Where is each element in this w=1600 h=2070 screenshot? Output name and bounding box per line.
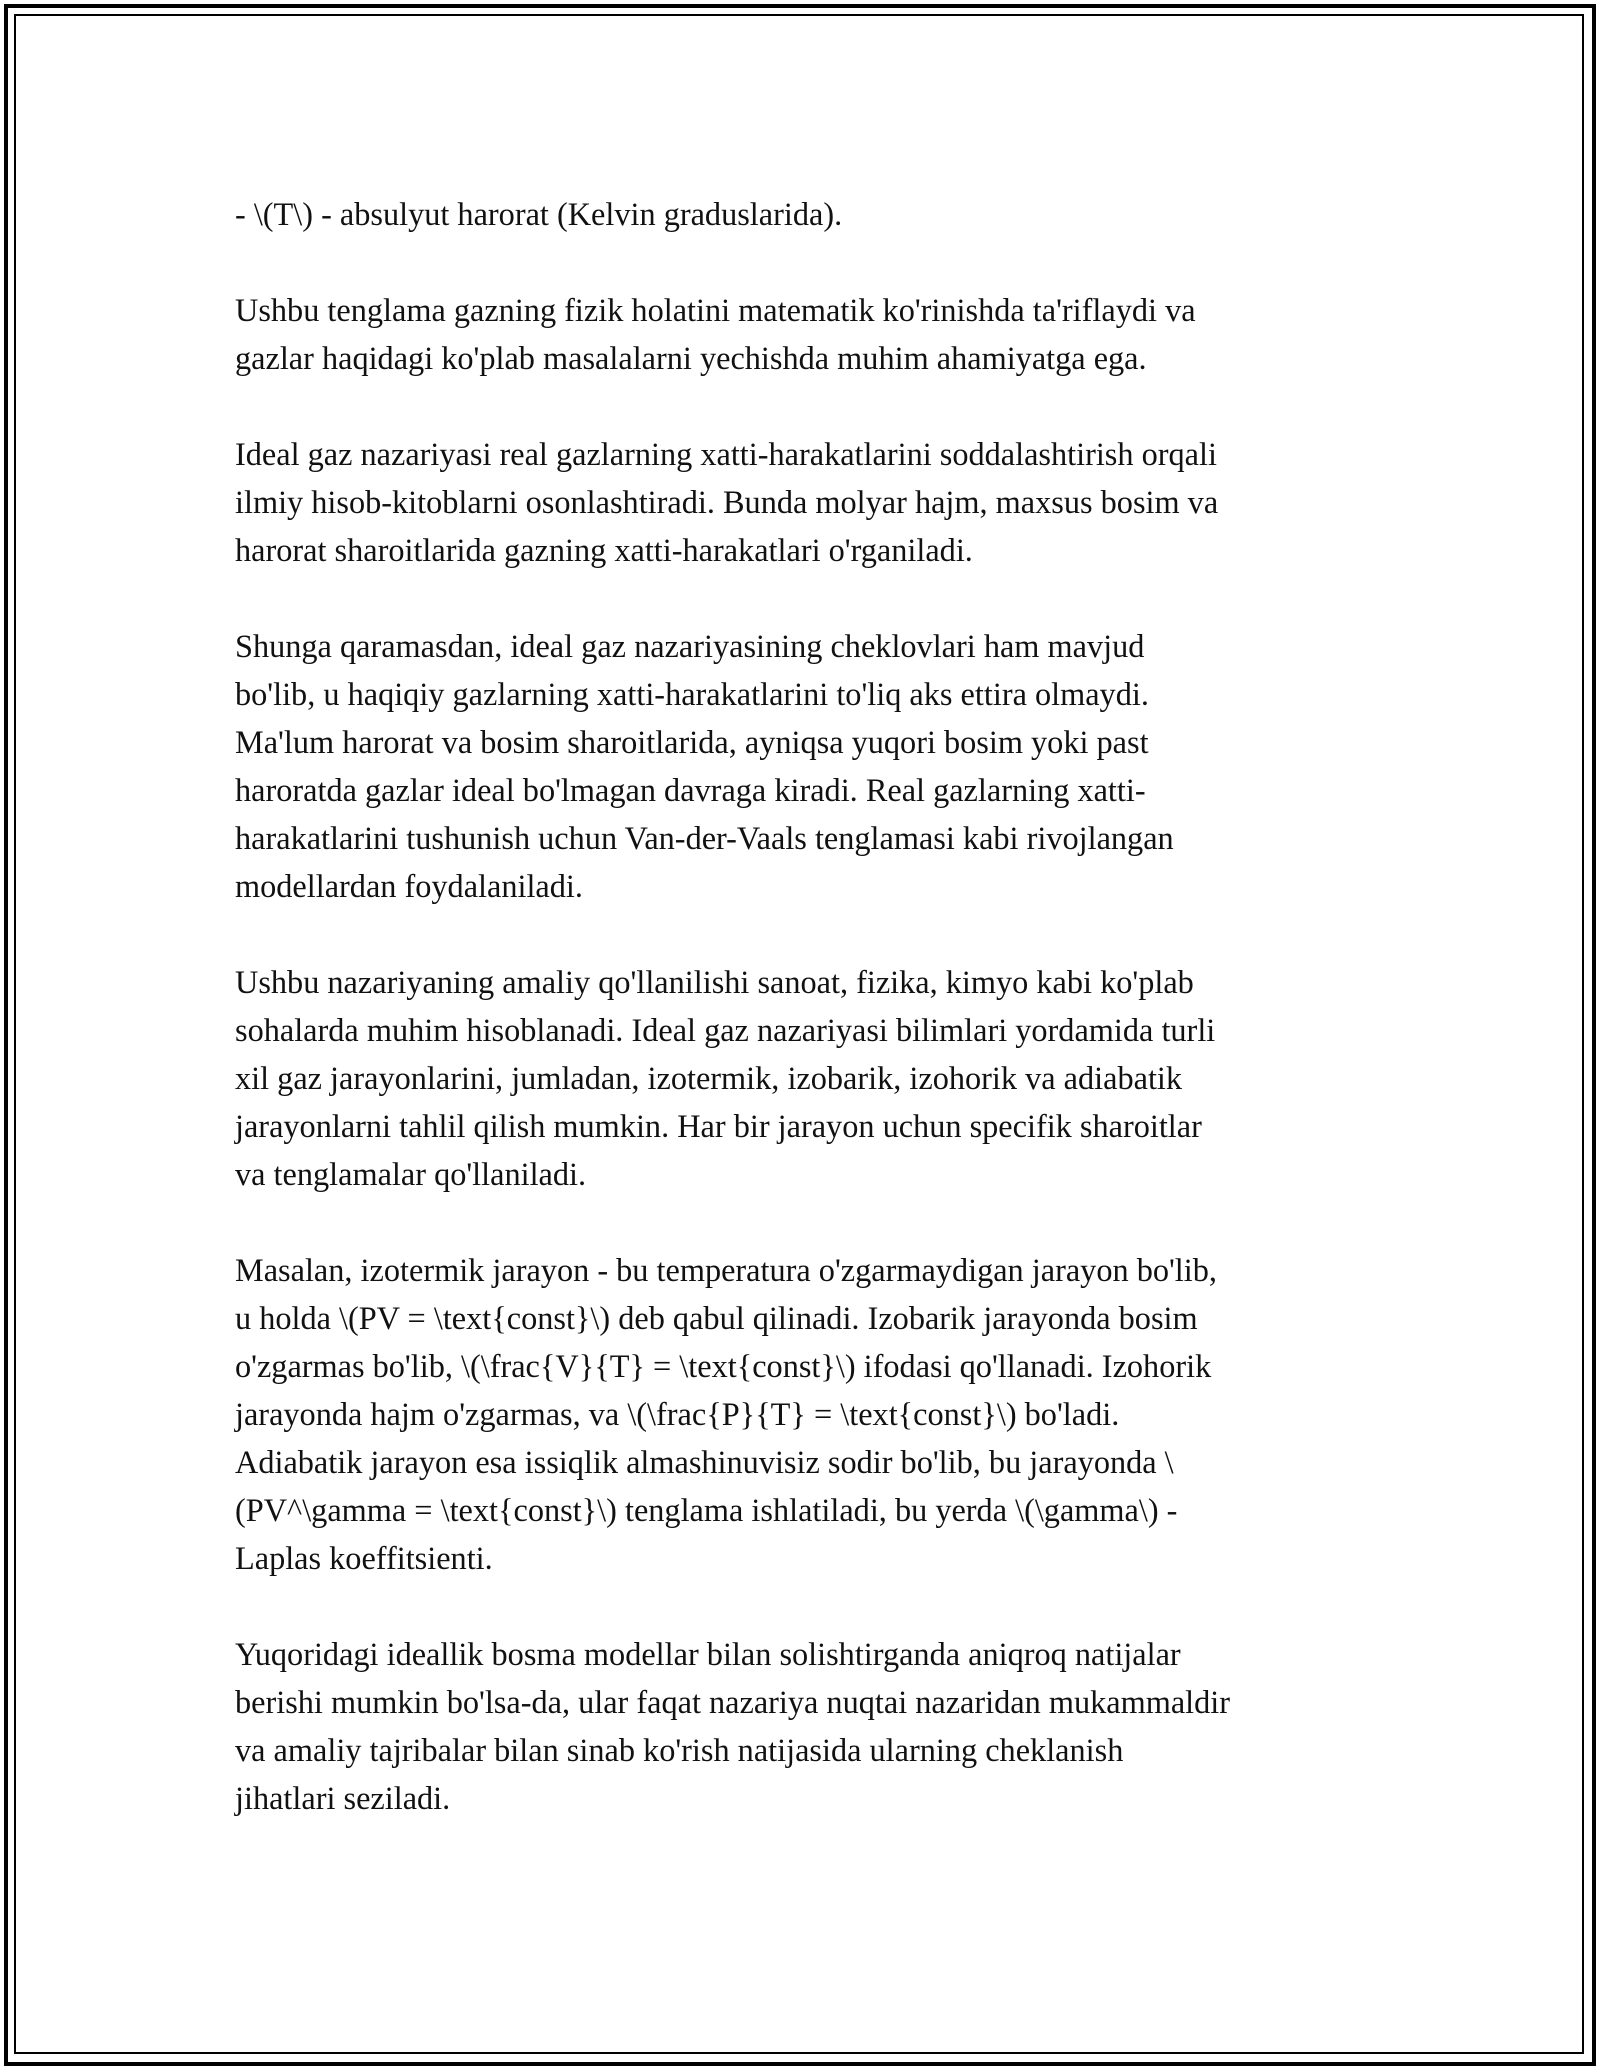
paragraph-equation-meaning: Ushbu tenglama gazning fizik holatini matematik ko'rinishda ta'riflaydi va gazlar haqidagi ko'plab masalalarni yechishda muhim ahamiyatga ega. — [235, 292, 1196, 376]
paragraph-process-examples: Masalan, izotermik jarayon - bu temperatura o'zgarmaydigan jarayon bo'lib, u holda \(PV = \text{const}\) deb qabul qilinadi. Izobarik jarayonda bosim o'zgarmas bo'lib, \(\frac{V}{T} = \text{const}\) ifodasi qo'llanadi. Izohorik jarayonda hajm o'zgarmas, va \(\frac{P}{T} = \text{const}\) bo'ladi. Adiabatik jarayon esa issiqlik almashinuvisiz sodir bo'lib, bu jarayonda \ (PV^\gamma = \text{const}\) tenglama ishlatiladi, bu yerda \(\gamma\) - Laplas koeffitsienti. — [235, 1252, 1217, 1576]
paragraph-conclusion: Yuqoridagi ideallik bosma modellar bilan solishtirganda aniqroq natijalar berishi mumkin bo'lsa-da, ular faqat nazariya nuqtai nazaridan mukammaldir va amaliy tajribalar bilan sinab ko'rish natijasida ularning cheklanish jihatlari seziladi. — [235, 1636, 1231, 1816]
paragraph-ideal-gas-theory: Ideal gaz nazariyasi real gazlarning xatti-harakatlarini soddalashtirish orqali ilmiy hisob-kitoblarni osonlashtiradi. Bunda molyar hajm, maxsus bosim va harorat sharoitlarida gazning xatti-harakatlari o'rganiladi. — [235, 436, 1219, 568]
paragraph-temperature-definition: - \(T\) - absulyut harorat (Kelvin graduslarida). — [235, 196, 843, 232]
paragraph-applications: Ushbu nazariyaning amaliy qo'llanilishi sanoat, fizika, kimyo kabi ko'plab sohalarda muhim hisoblanadi. Ideal gaz nazariyasi bilimlari yordamida turli xil gaz jarayonlarini, jumladan, izotermik, izobarik, izohorik va adiabatik jarayonlarni tahlil qilish mumkin. Har bir jarayon uchun specifik sharoitlar va tenglamalar qo'llaniladi. — [235, 964, 1216, 1192]
paragraph-limitations: Shunga qaramasdan, ideal gaz nazariyasining cheklovlari ham mavjud bo'lib, u haqiqiy gazlarning xatti-harakatlarini to'liq aks ettira olmaydi. Ma'lum harorat va bosim sharoitlarida, ayniqsa yuqori bosim yoki past haroratda gazlar ideal bo'lmagan davraga kiradi. Real gazlarning xatti- harakatlarini tushunish uchun Van-der-Vaals tenglamasi kabi rivojlangan modellardan foydalaniladi. — [235, 628, 1174, 904]
document-body — [235, 190, 1385, 1822]
